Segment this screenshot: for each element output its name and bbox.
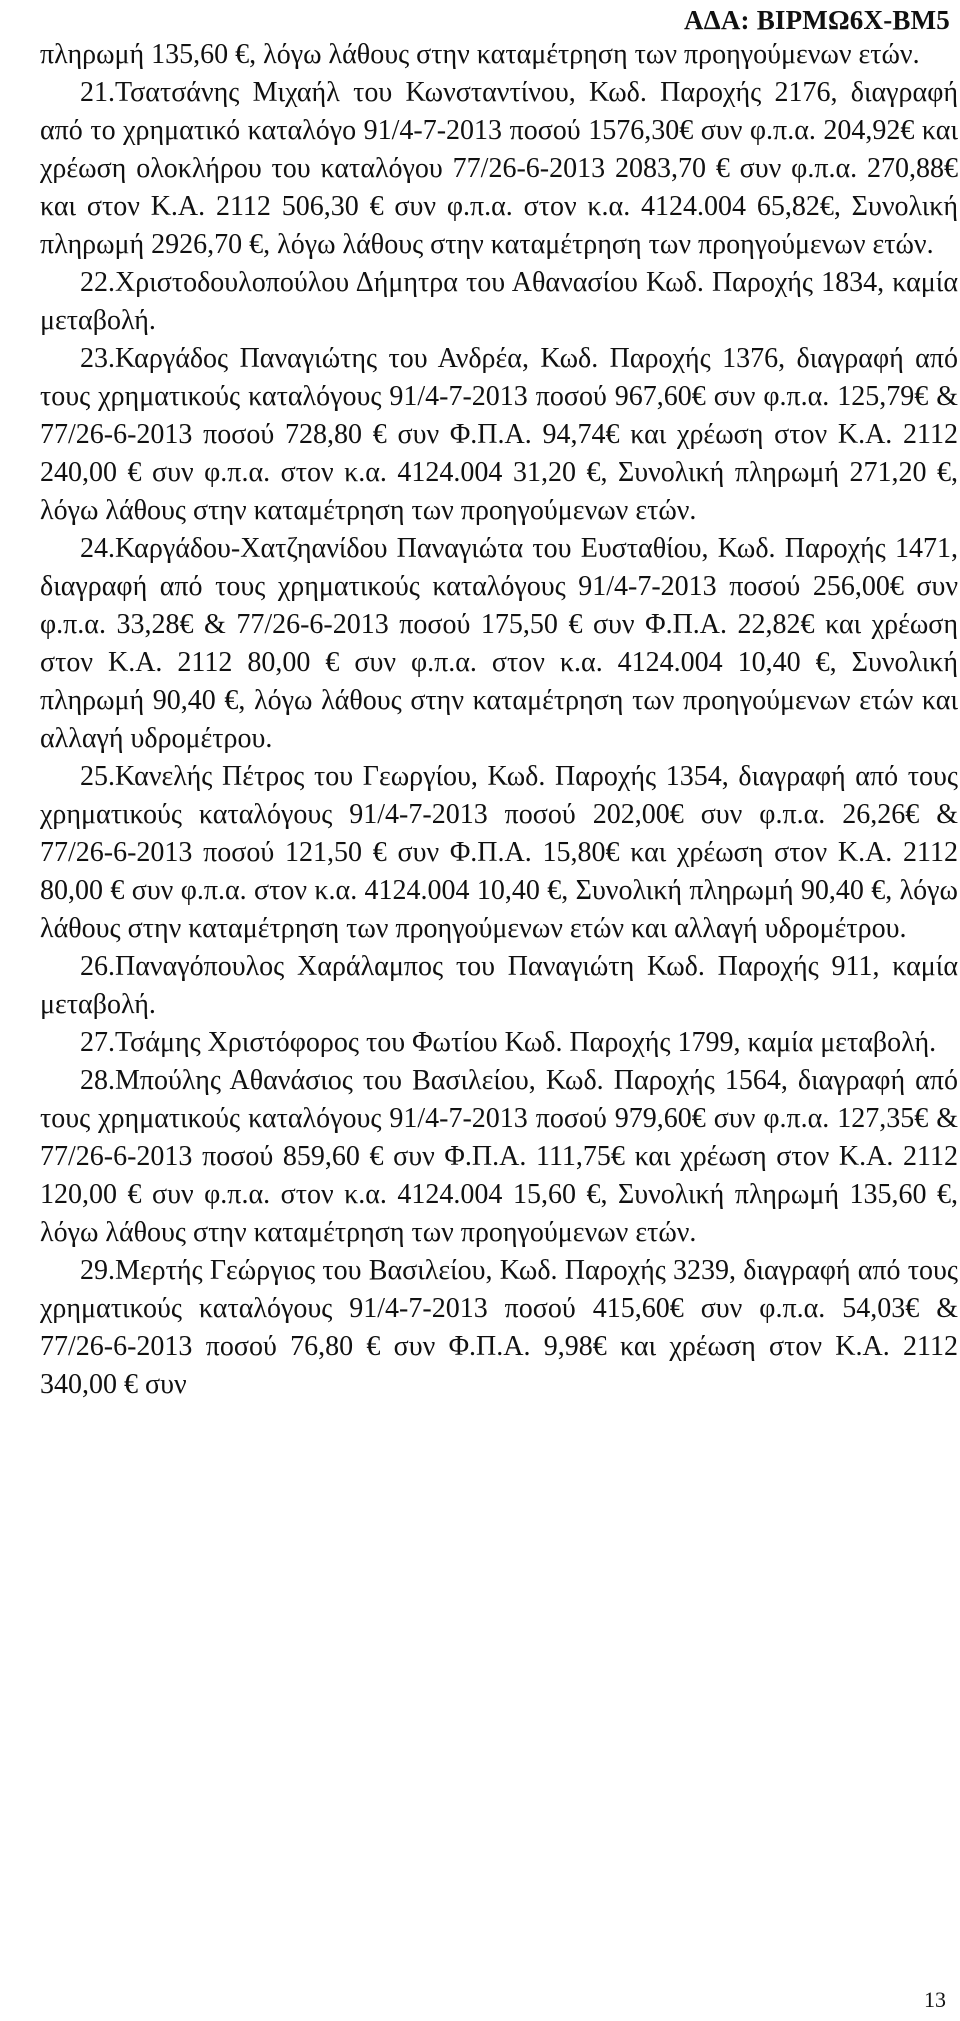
paragraph-continuation: πληρωμή 135,60 €, λόγω λάθους στην καταμέτρηση των προηγούμενων ετών.: [40, 39, 920, 70]
list-item-26: 26.Παναγόπουλος Χαράλαμπος του Παναγιώτη Κωδ. Παροχής 911, καμία μεταβολή.: [40, 951, 958, 1020]
list-item-22: 22.Χριστοδουλοπούλου Δήμητρα του Αθανασίου Κωδ. Παροχής 1834, καμία μεταβολή.: [40, 267, 958, 336]
ada-code: ΑΔΑ: ΒΙΡΜΩ6Χ-ΒΜ5: [684, 5, 950, 35]
list-item-21: 21.Τσατσάνης Μιχαήλ του Κωνσταντίνου, Κωδ. Παροχής 2176, διαγραφή από το χρηματικό καταλόγο 91/4-7-2013 ποσού 1576,30€ συν φ.π.α. 204,92€ και χρέωση ολοκλήρου του καταλόγου 77/26-6-2013 2083,70 € συν φ.π.α. 270,88€ και στον Κ.Α. 2112 506,30 € συν φ.π.α. στον κ.α. 4124.004 65,82€, Συνολική πληρωμή 2926,70 €, λόγω λάθους στην καταμέτρηση των προηγούμενων ετών.: [40, 77, 958, 260]
list-item-23: 23.Καργάδος Παναγιώτης του Ανδρέα, Κωδ. Παροχής 1376, διαγραφή από τους χρηματικούς καταλόγους 91/4-7-2013 ποσού 967,60€ συν φ.π.α. 125,79€ & 77/26-6-2013 ποσού 728,80 € συν Φ.Π.Α. 94,74€ και χρέωση στον Κ.Α. 2112 240,00 € συν φ.π.α. στον κ.α. 4124.004 31,20 €, Συνολική πληρωμή 271,20 €, λόγω λάθους στην καταμέτρηση των προηγούμενων ετών.: [40, 343, 958, 526]
document-body: [40, 36, 958, 1404]
list-item-28: 28.Μπούλης Αθανάσιος του Βασιλείου, Κωδ. Παροχής 1564, διαγραφή από τους χρηματικούς καταλόγους 91/4-7-2013 ποσού 979,60€ συν φ.π.α. 127,35€ & 77/26-6-2013 ποσού 859,60 € συν Φ.Π.Α. 111,75€ και χρέωση στον Κ.Α. 2112 120,00 € συν φ.π.α. στον κ.α. 4124.004 15,60 €, Συνολική πληρωμή 135,60 €, λόγω λάθους στην καταμέτρηση των προηγούμενων ετών.: [40, 1065, 958, 1248]
page-number: 13: [924, 1987, 946, 2012]
list-item-29: 29.Μερτής Γεώργιος του Βασιλείου, Κωδ. Παροχής 3239, διαγραφή από τους χρηματικούς καταλόγους 91/4-7-2013 ποσού 415,60€ συν φ.π.α. 54,03€ & 77/26-6-2013 ποσού 76,80 € συν Φ.Π.Α. 9,98€ και χρέωση στον Κ.Α. 2112 340,00 € συν: [40, 1255, 958, 1400]
list-item-27: 27.Τσάμης Χριστόφορος του Φωτίου Κωδ. Παροχής 1799, καμία μεταβολή.: [80, 1027, 937, 1058]
list-item-25: 25.Κανελής Πέτρος του Γεωργίου, Κωδ. Παροχής 1354, διαγραφή από τους χρηματικούς καταλόγους 91/4-7-2013 ποσού 202,00€ συν φ.π.α. 26,26€ & 77/26-6-2013 ποσού 121,50 € συν Φ.Π.Α. 15,80€ και χρέωση στον Κ.Α. 2112 80,00 € συν φ.π.α. στον κ.α. 4124.004 10,40 €, Συνολική πληρωμή 90,40 €, λόγω λάθους στην καταμέτρηση των προηγούμενων ετών και αλλαγή υδρομέτρου.: [40, 761, 958, 944]
list-item-24: 24.Καργάδου-Χατζηανίδου Παναγιώτα του Ευσταθίου, Κωδ. Παροχής 1471, διαγραφή από τους χρηματικούς καταλόγους 91/4-7-2013 ποσού 256,00€ συν φ.π.α. 33,28€ & 77/26-6-2013 ποσού 175,50 € συν Φ.Π.Α. 22,82€ και χρέωση στον Κ.Α. 2112 80,00 € συν φ.π.α. στον κ.α. 4124.004 10,40 €, Συνολική πληρωμή 90,40 €, λόγω λάθους στην καταμέτρηση των προηγούμενων ετών και αλλαγή υδρομέτρου.: [40, 533, 958, 754]
